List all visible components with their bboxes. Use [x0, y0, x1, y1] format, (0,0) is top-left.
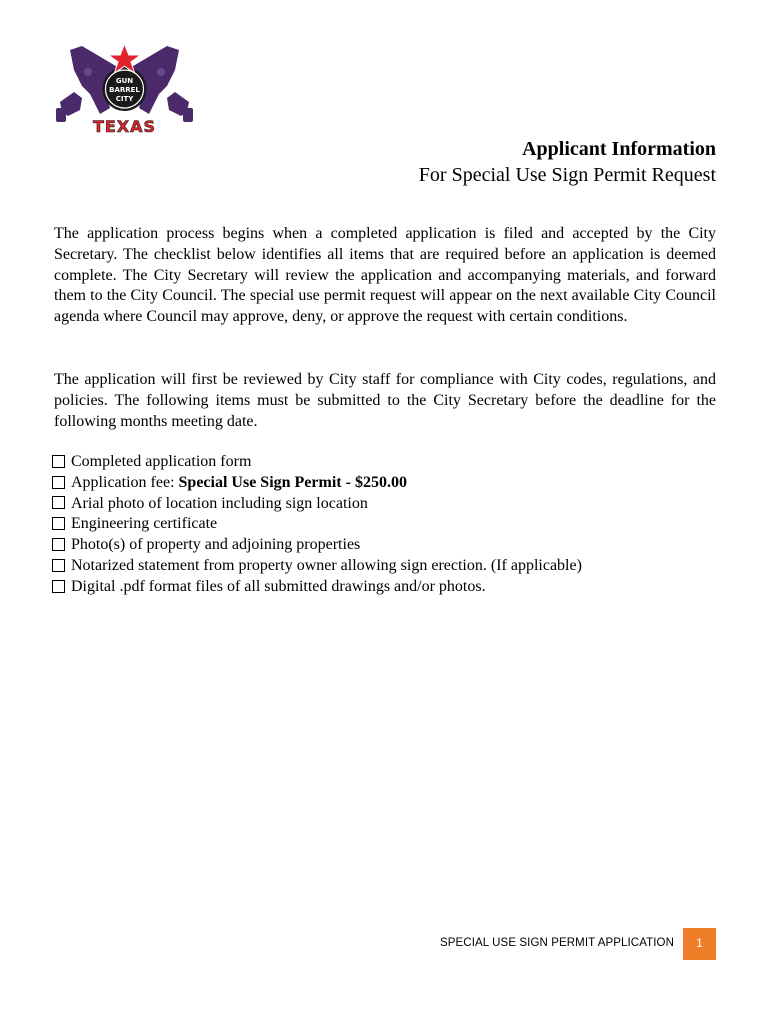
footer-label: SPECIAL USE SIGN PERMIT APPLICATION — [440, 937, 674, 949]
review-paragraph: The application will first be reviewed by City staff for compliance with City codes, regulations, and policies. The following items must be submitted to the City Secretary before the deadline for the following months meeting date. — [54, 371, 716, 430]
checklist-item-label: Digital .pdf format files of all submitted drawings and/or photos. — [71, 577, 486, 595]
checkbox-icon[interactable] — [52, 476, 65, 489]
page-title: Applicant Information — [522, 138, 716, 160]
application-fee-value: Special Use Sign Permit - $250.00 — [178, 473, 407, 491]
checklist-item — [52, 494, 732, 515]
checkbox-icon[interactable] — [52, 496, 65, 509]
checklist-item — [52, 514, 732, 535]
checklist-item — [52, 473, 732, 494]
page-subtitle: For Special Use Sign Permit Request — [418, 164, 716, 186]
checklist-item — [52, 535, 732, 556]
intro-paragraph: The application process begins when a completed application is filed and accepted by the City Secretary. The checklist below identifies all items that are required before an application is deemed complete. The City Secretary will review the application and accompanying materials, and forward them to the City Council. The special use permit request will appear on the next available City Council agenda where Council may approve, deny, or approve the request with certain conditions. — [54, 225, 716, 326]
checklist-item — [52, 577, 732, 598]
checklist-item-label: Arial photo of location including sign location — [71, 494, 368, 512]
checkbox-icon[interactable] — [52, 580, 65, 593]
checklist-item-label: Photo(s) of property and adjoining properties — [71, 536, 361, 554]
checkbox-icon[interactable] — [52, 559, 65, 572]
svg-text:CITY: CITY — [115, 95, 134, 103]
page-footer — [0, 928, 770, 960]
checklist-item — [52, 452, 732, 473]
requirements-checklist — [52, 452, 732, 598]
checkbox-icon[interactable] — [52, 517, 65, 530]
page-number-badge — [683, 928, 716, 960]
checkbox-icon[interactable] — [52, 538, 65, 551]
city-logo — [52, 42, 197, 138]
checklist-item-label: Completed application form — [71, 453, 252, 470]
svg-text:TEXAS: TEXAS — [92, 117, 157, 136]
checklist-item-label: Application fee: — [71, 473, 179, 491]
svg-text:GUN: GUN — [115, 77, 134, 85]
header-block — [216, 136, 716, 188]
checklist-item-label: Notarized statement from property owner allowing sign erection. (If applicable) — [71, 556, 582, 574]
page-number: 1 — [696, 938, 703, 950]
checkbox-icon[interactable] — [52, 455, 65, 468]
gun-barrel-city-logo-icon — [52, 42, 197, 138]
checklist-item — [52, 556, 732, 577]
svg-text:BARREL: BARREL — [109, 86, 140, 94]
checklist-item-label: Engineering certificate — [71, 515, 218, 533]
